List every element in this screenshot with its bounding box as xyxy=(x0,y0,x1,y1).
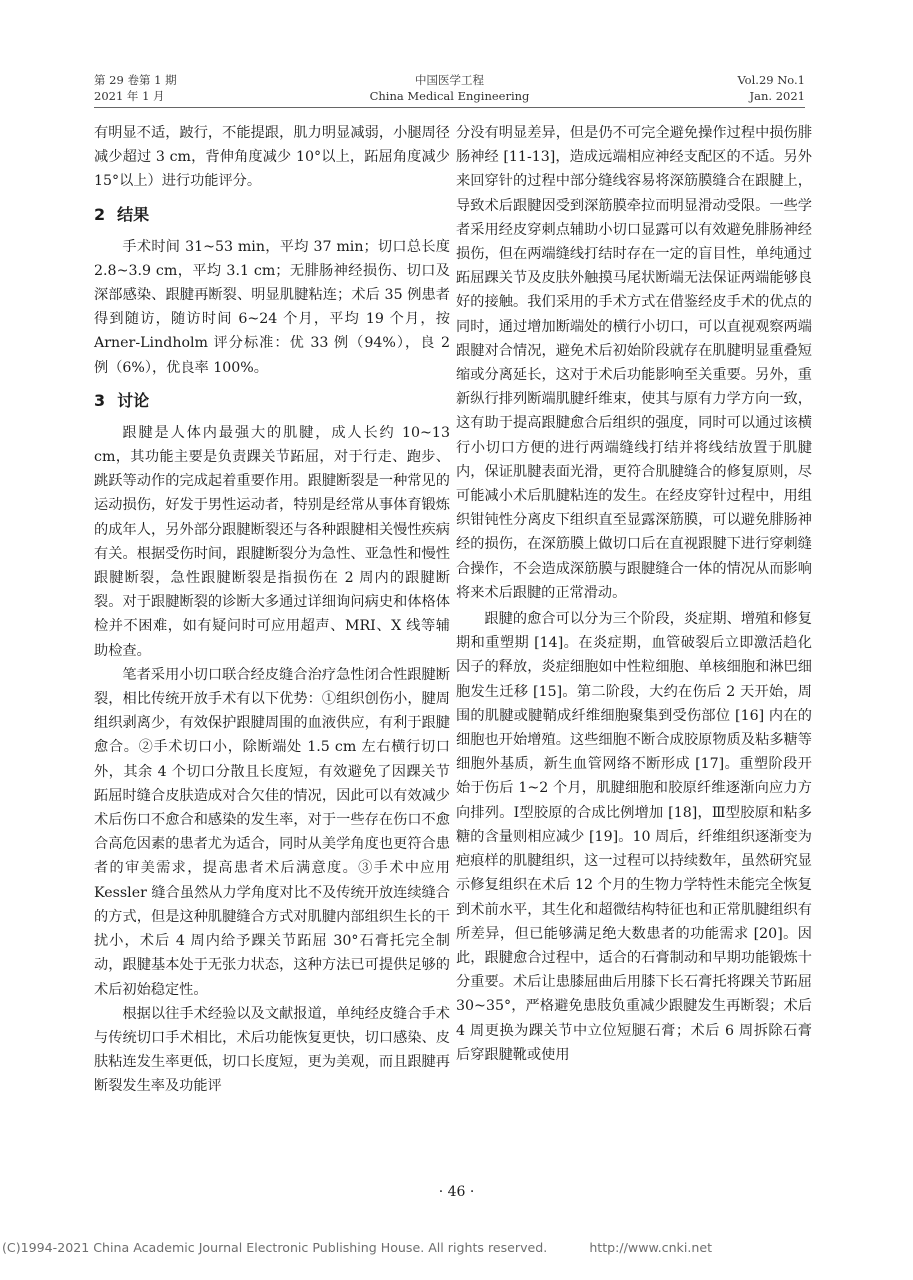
section-title: 结果 xyxy=(117,204,150,224)
volume-issue-en: Vol.29 No.1 xyxy=(737,73,805,87)
page-footer xyxy=(2,1240,712,1255)
left-column xyxy=(94,121,450,1099)
section-number: 2 xyxy=(94,204,106,224)
paragraph-discussion-3: 根据以往手术经验以及文献报道，单纯经皮缝合手术与传统切口手术相比，术后功能恢复更快，切口感染、皮肤粘连发生率更低，切口长度短，更为美观，而且跟腱再断裂发生率及功能评 xyxy=(94,1005,450,1095)
section-heading-results xyxy=(94,203,450,227)
volume-issue: 第 29 卷第 1 期 xyxy=(94,73,177,87)
header-right xyxy=(737,72,805,104)
running-header xyxy=(94,72,805,108)
journal-name-cn: 中国医学工程 xyxy=(415,73,484,87)
paragraph-continued: 有明显不适，跛行，不能提跟，肌力明显减弱，小腿周径减少超过 3 cm，背伸角度减少 10°以上，跖屈角度减少 15°以上）进行功能评分。 xyxy=(94,125,450,190)
paragraph-discussion-1: 跟腱是人体内最强大的肌腱，成人长约 10~13 cm，其功能主要是负责踝关节跖屈，对于行走、跑步、跳跃等动作的完成起着重要作用。跟腱断裂是一种常见的运动损伤，好发于男性运动者，特别是经常从事体育锻炼的成年人，另外部分跟腱断裂还与各种跟腱相关慢性疾病有关。根据受伤时间，跟腱断裂分为急性、亚急性和慢性跟腱断裂，急性跟腱断裂是指损伤在 2 周内的跟腱断裂。对于跟腱断裂的诊断大多通过详细询问病史和体格体检并不困难，如有疑问时可应用超声、MRI、X 线等辅助检查。 xyxy=(94,424,450,659)
paragraph-results: 手术时间 31~53 min，平均 37 min；切口总长度 2.8~3.9 cm，平均 3.1 cm；无腓肠神经损伤、切口及深部感染、跟腱再断裂、明显肌腱粘连；术后 35 例患者得到随访，随访时间 6~24 个月，平均 19 个月，按 Arner-Lindholm 评分标准：优 33 例（94%），良 2 例（6%），优良率 100%。 xyxy=(94,238,450,376)
section-heading-discussion xyxy=(94,389,450,413)
section-number: 3 xyxy=(94,390,106,410)
page-number: · 46 · xyxy=(438,1184,475,1200)
section-title: 讨论 xyxy=(117,390,150,410)
header-rule xyxy=(94,107,805,108)
paragraph-continued: 分没有明显差异，但是仍不可完全避免操作过程中损伤腓肠神经 [11-13]，造成远端相应神经支配区的不适。另外来回穿针的过程中部分缝线容易将深筋膜缝合在跟腱上，导致术后跟腱因受到深筋膜牵拉而明显滑动受限。一些学者采用经皮穿刺点辅助小切口显露可以有效避免腓肠神经损伤，但在两端缝线打结时存在一定的盲目性，单纯通过跖屈踝关节及皮肤外触摸马尾状断端无法保证两端能够良好的接触。我们采用的手术方式在借鉴经皮手术的优点的同时，通过增加断端处的横行小切口，可以直视观察两端跟腱对合情况，避免术后初始阶段就存在肌腱明显重叠短缩或分离延长，这对于术后功能影响至关重要。另外，重新纵行排列断端肌腱纤维束，使其与原有力学方向一致，这有助于提高跟腱愈合后组织的强度，同时可以通过该横行小切口方便的进行两端缝线打结并将线结放置于肌腱内，保证肌腱表面光滑，更符合肌腱缝合的修复原则，尽可能减小术后肌腱粘连的发生。在经皮穿针过程中，用组织钳钝性分离皮下组织直至显露深筋膜，可以避免腓肠神经的损伤，在深筋膜上做切口后在直视跟腱下进行穿刺缝合操作，不会造成深筋膜与跟腱缝合一体的情况从而影响将来术后跟腱的正常滑动。 xyxy=(456,125,812,601)
footer-url: http://www.cnki.net xyxy=(589,1240,713,1255)
header-center xyxy=(94,72,805,104)
copyright-notice: (C)1994-2021 China Academic Journal Electronic Publishing House. All rights reserved. xyxy=(2,1240,548,1255)
issue-date: 2021 年 1 月 xyxy=(94,89,165,103)
right-column xyxy=(456,121,812,1067)
issue-date-en: Jan. 2021 xyxy=(749,89,805,103)
paragraph-discussion-2: 笔者采用小切口联合经皮缝合治疗急性闭合性跟腱断裂，相比传统开放手术有以下优势：①组织创伤小，腱周组织剥离少，有效保护跟腱周围的血液供应，有利于跟腱愈合。②手术切口小，除断端处 1.5 cm 左右横行切口外，其余 4 个切口分散且长度短，有效避免了因踝关节跖屈时缝合皮肤造成对合欠佳的情况，因此可以有效减少术后伤口不愈合和感染的发生率，对于一些存在伤口不愈合高危因素的患者尤为适合，同时从美学角度也更符合患者的审美需求，提高患者术后满意度。③手术中应用 Kessler 缝合虽然从力学角度对比不及传统开放连续缝合的方式，但是这种肌腱缝合方式对肌腱内部组织生长的干扰小，术后 4 周内给予踝关节跖屈 30°石膏托完全制动，跟腱基本处于无张力状态，这种方法已可提供足够的术后初始稳定性。 xyxy=(94,666,450,998)
journal-name-en: China Medical Engineering xyxy=(369,89,530,103)
paragraph-healing: 跟腱的愈合可以分为三个阶段，炎症期、增殖和修复期和重塑期 [14]。在炎症期，血管破裂后立即激活趋化因子的释放，炎症细胞如中性粒细胞、单核细胞和淋巴细胞发生迁移 [15]。第二阶段，大约在伤后 2 天开始，周围的肌腱或腱鞘成纤维细胞聚集到受伤部位 [16] 内在的细胞也开始增殖。这些细胞不断合成胶原物质及粘多糖等细胞外基质，新生血管网络不断形成 [17]。重塑阶段开始于伤后 1~2 个月，肌腱细胞和胶原纤维逐渐向应力方向排列。Ⅰ型胶原的合成比例增加 [18]，Ⅲ型胶原和粘多糖的含量则相应减少 [19]。10 周后，纤维组织逐渐变为疤痕样的肌腱组织，这一过程可以持续数年，虽然研究显示修复组织在术后 12 个月的生物力学特性未能完全恢复到术前水平，其生化和超微结构特征也和正常肌腱组织有所差异，但已能够满足绝大数患者的功能需求 [20]。因此，跟腱愈合过程中，适合的石膏制动和早期功能锻炼十分重要。术后让患膝屈曲后用膝下长石膏托将踝关节跖屈 30~35°，严格避免患肢负重减少跟腱发生再断裂；术后 4 周更换为踝关节中立位短腿石膏；术后 6 周拆除石膏后穿跟腱靴或使用 xyxy=(456,611,812,1063)
